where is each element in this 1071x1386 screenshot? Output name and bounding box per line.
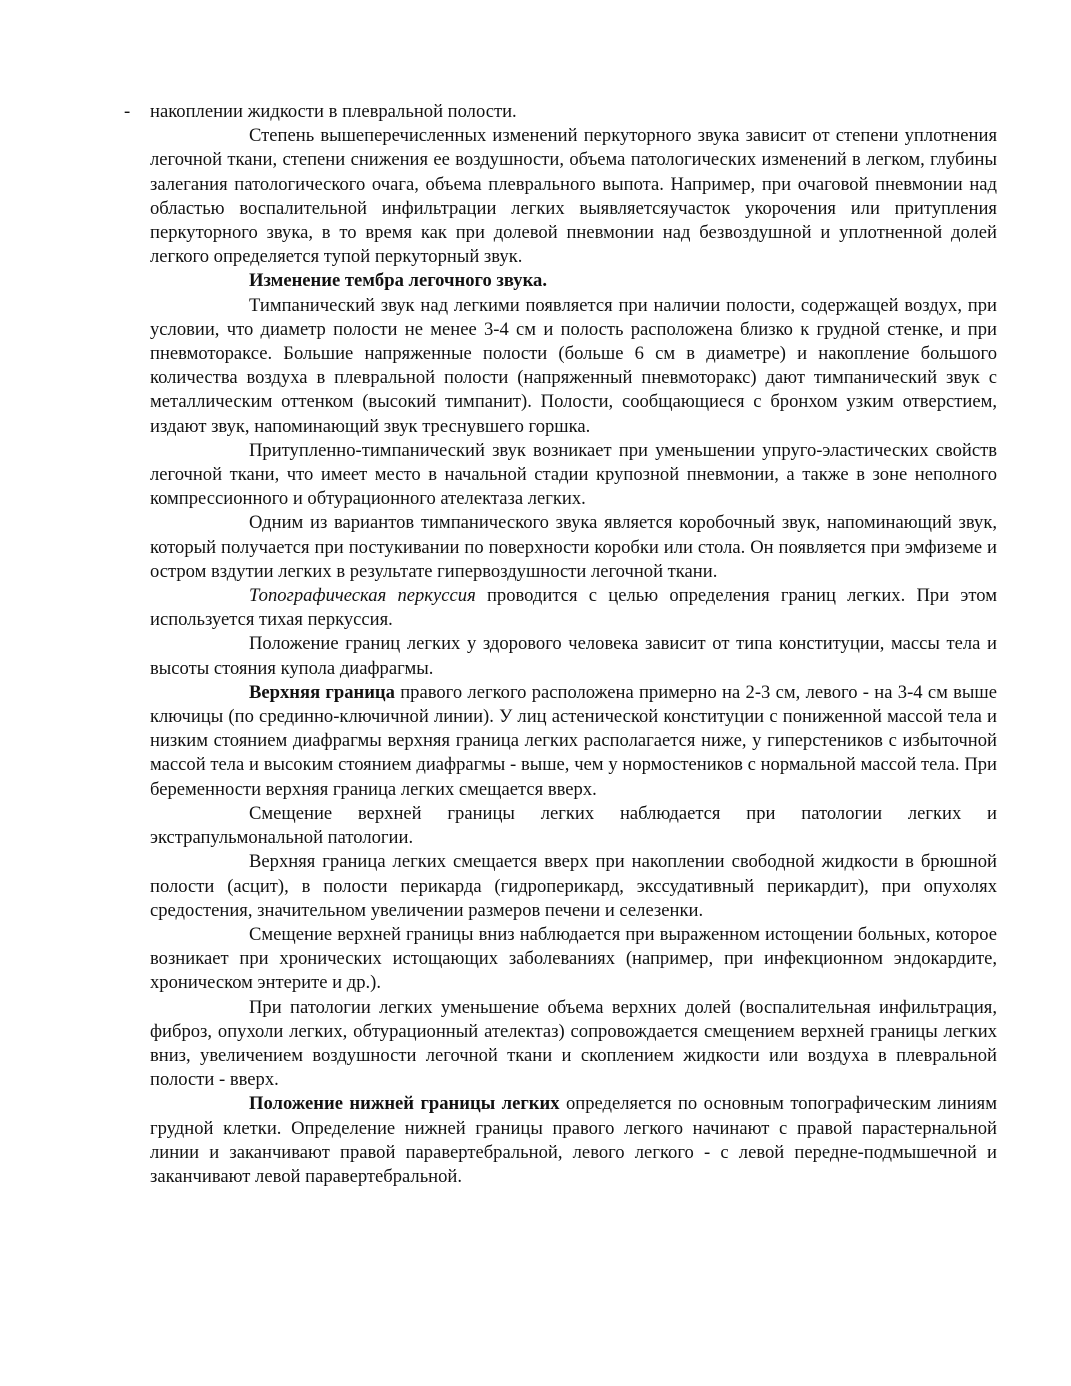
paragraph-percussion-degree: Степень вышеперечисленных изменений перкуторного звука зависит от степени уплотнения легочной ткани, степени снижения ее воздушности, объема патологических изменений в легком, глубины залегания патологического очага, объема плеврального выпота. Например, при очаговой пневмонии над областью воспалительной инфильтрации легких выявляетсяучасток укорочения или притупления перкуторного звука, в то время как при долевой пневмонии над безвоздушной и уплотненной долей легкого определяется тупой перкуторный звук.	[150, 125, 997, 268]
paragraph-borders-position: Положение границ легких у здорового человека зависит от типа конституции, массы тела и высоты стояния купола диафрагмы.	[150, 633, 997, 679]
term-lower-border: Положение нижней границы легких	[249, 1093, 560, 1115]
term-upper-border: Верхняя граница	[249, 681, 395, 703]
bullet-item	[124, 100, 997, 124]
heading-timbre-change: Изменение тембра легочного звука.	[249, 270, 547, 292]
paragraph-upper-border-text: правого легкого расположена примерно на 2-3 см, левого - на 3-4 см выше ключицы (по срединно-ключичной линии). У лиц астенической конституции с пониженной массой тела и низким стоянием диафрагмы верхняя граница легких располагается ниже, у гиперстеников с избыточной массой тела и высоким стоянием диафрагмы - выше, чем у нормостеников с нормальной массой тела. При беременности верхняя граница легких смещается вверх.	[150, 681, 997, 800]
paragraph-lower-border	[150, 1092, 997, 1189]
bullet-marker: -	[124, 101, 131, 122]
paragraph-topographic-percussion	[150, 584, 997, 632]
paragraph-box-sound: Одним из вариантов тимпанического звука является коробочный звук, напоминающий звук, который получается при постукивании по поверхности коробки или стола. Он появляется при эмфиземе и остром вздутии легких в результате гипервоздушности легочной ткани.	[150, 512, 997, 582]
bullet-text: накоплении жидкости в плевральной полости.	[150, 101, 517, 122]
paragraph-dull-tympanic: Притупленно-тимпанический звук возникает при уменьшении упруго-эластических свойств легочной ткани, что имеет место в начальной стадии крупозной пневмонии, а также в зоне неполного компрессионного и обтурационного ателектаза легких.	[150, 439, 997, 510]
paragraph-topographic-percussion-text: проводится с целью определения границ легких. При этом используется тихая перкуссия.	[150, 585, 997, 631]
paragraph-upper-border-up: Верхняя граница легких смещается вверх при накоплении свободной жидкости в брюшной полости (асцит), в полости перикарда (гидроперикард, экссудативный перикардит), при опухолях средостения, значительном увеличении размеров печени и селезенки.	[150, 851, 997, 921]
paragraph-lung-pathology: При патологии легких уменьшение объема верхних долей (воспалительная инфильтрация, фиброз, опухоли легких, обтурационный ателектаз) сопровождается смещением верхней границы легких вниз, увеличением воздушности легочной ткани и скоплением жидкости или воздуха в плевральной полости - вверх.	[150, 996, 997, 1091]
paragraph-upper-border	[150, 681, 997, 802]
document-page	[124, 100, 997, 1189]
paragraph-upper-border-down: Смещение верхней границы вниз наблюдается при выраженном истощении больных, которое возникает при хронических истощающих заболеваниях (например, при инфекционном эндокардите, хроническом энтерите и др.).	[150, 923, 997, 994]
paragraph-tympanic-sound: Тимпанический звук над легкими появляется при наличии полости, содержащей воздух, при условии, что диаметр полости не менее 3-4 см и полость расположена близко к грудной стенке, и при пневмотораксе. Большие напряженные полости (больше 6 см в диаметре) и накопление большого количества воздуха в плевральной полости (напряженный пневмоторакс) дают тимпанический звук с металлическим оттенком (высокий тимпанит). Полости, сообщающиеся с бронхом узким отверстием, издают звук, напоминающий звук треснувшего горшка.	[150, 294, 997, 437]
term-topographic-percussion: Топографическая перкуссия	[249, 585, 476, 607]
paragraph-lower-border-text: определяется по основным топографическим линиям грудной клетки. Определение нижней границы правого легкого начинают с правой парастернальной линии и заканчивают правой паравертебральной, левого легкого - с левой передне-подмышечной и заканчивают левой паравертебральной.	[150, 1093, 997, 1187]
paragraph-upper-border-shift: Смещение верхней границы легких наблюдается при патологии легких и экстрапульмональной патологии.	[150, 802, 997, 849]
